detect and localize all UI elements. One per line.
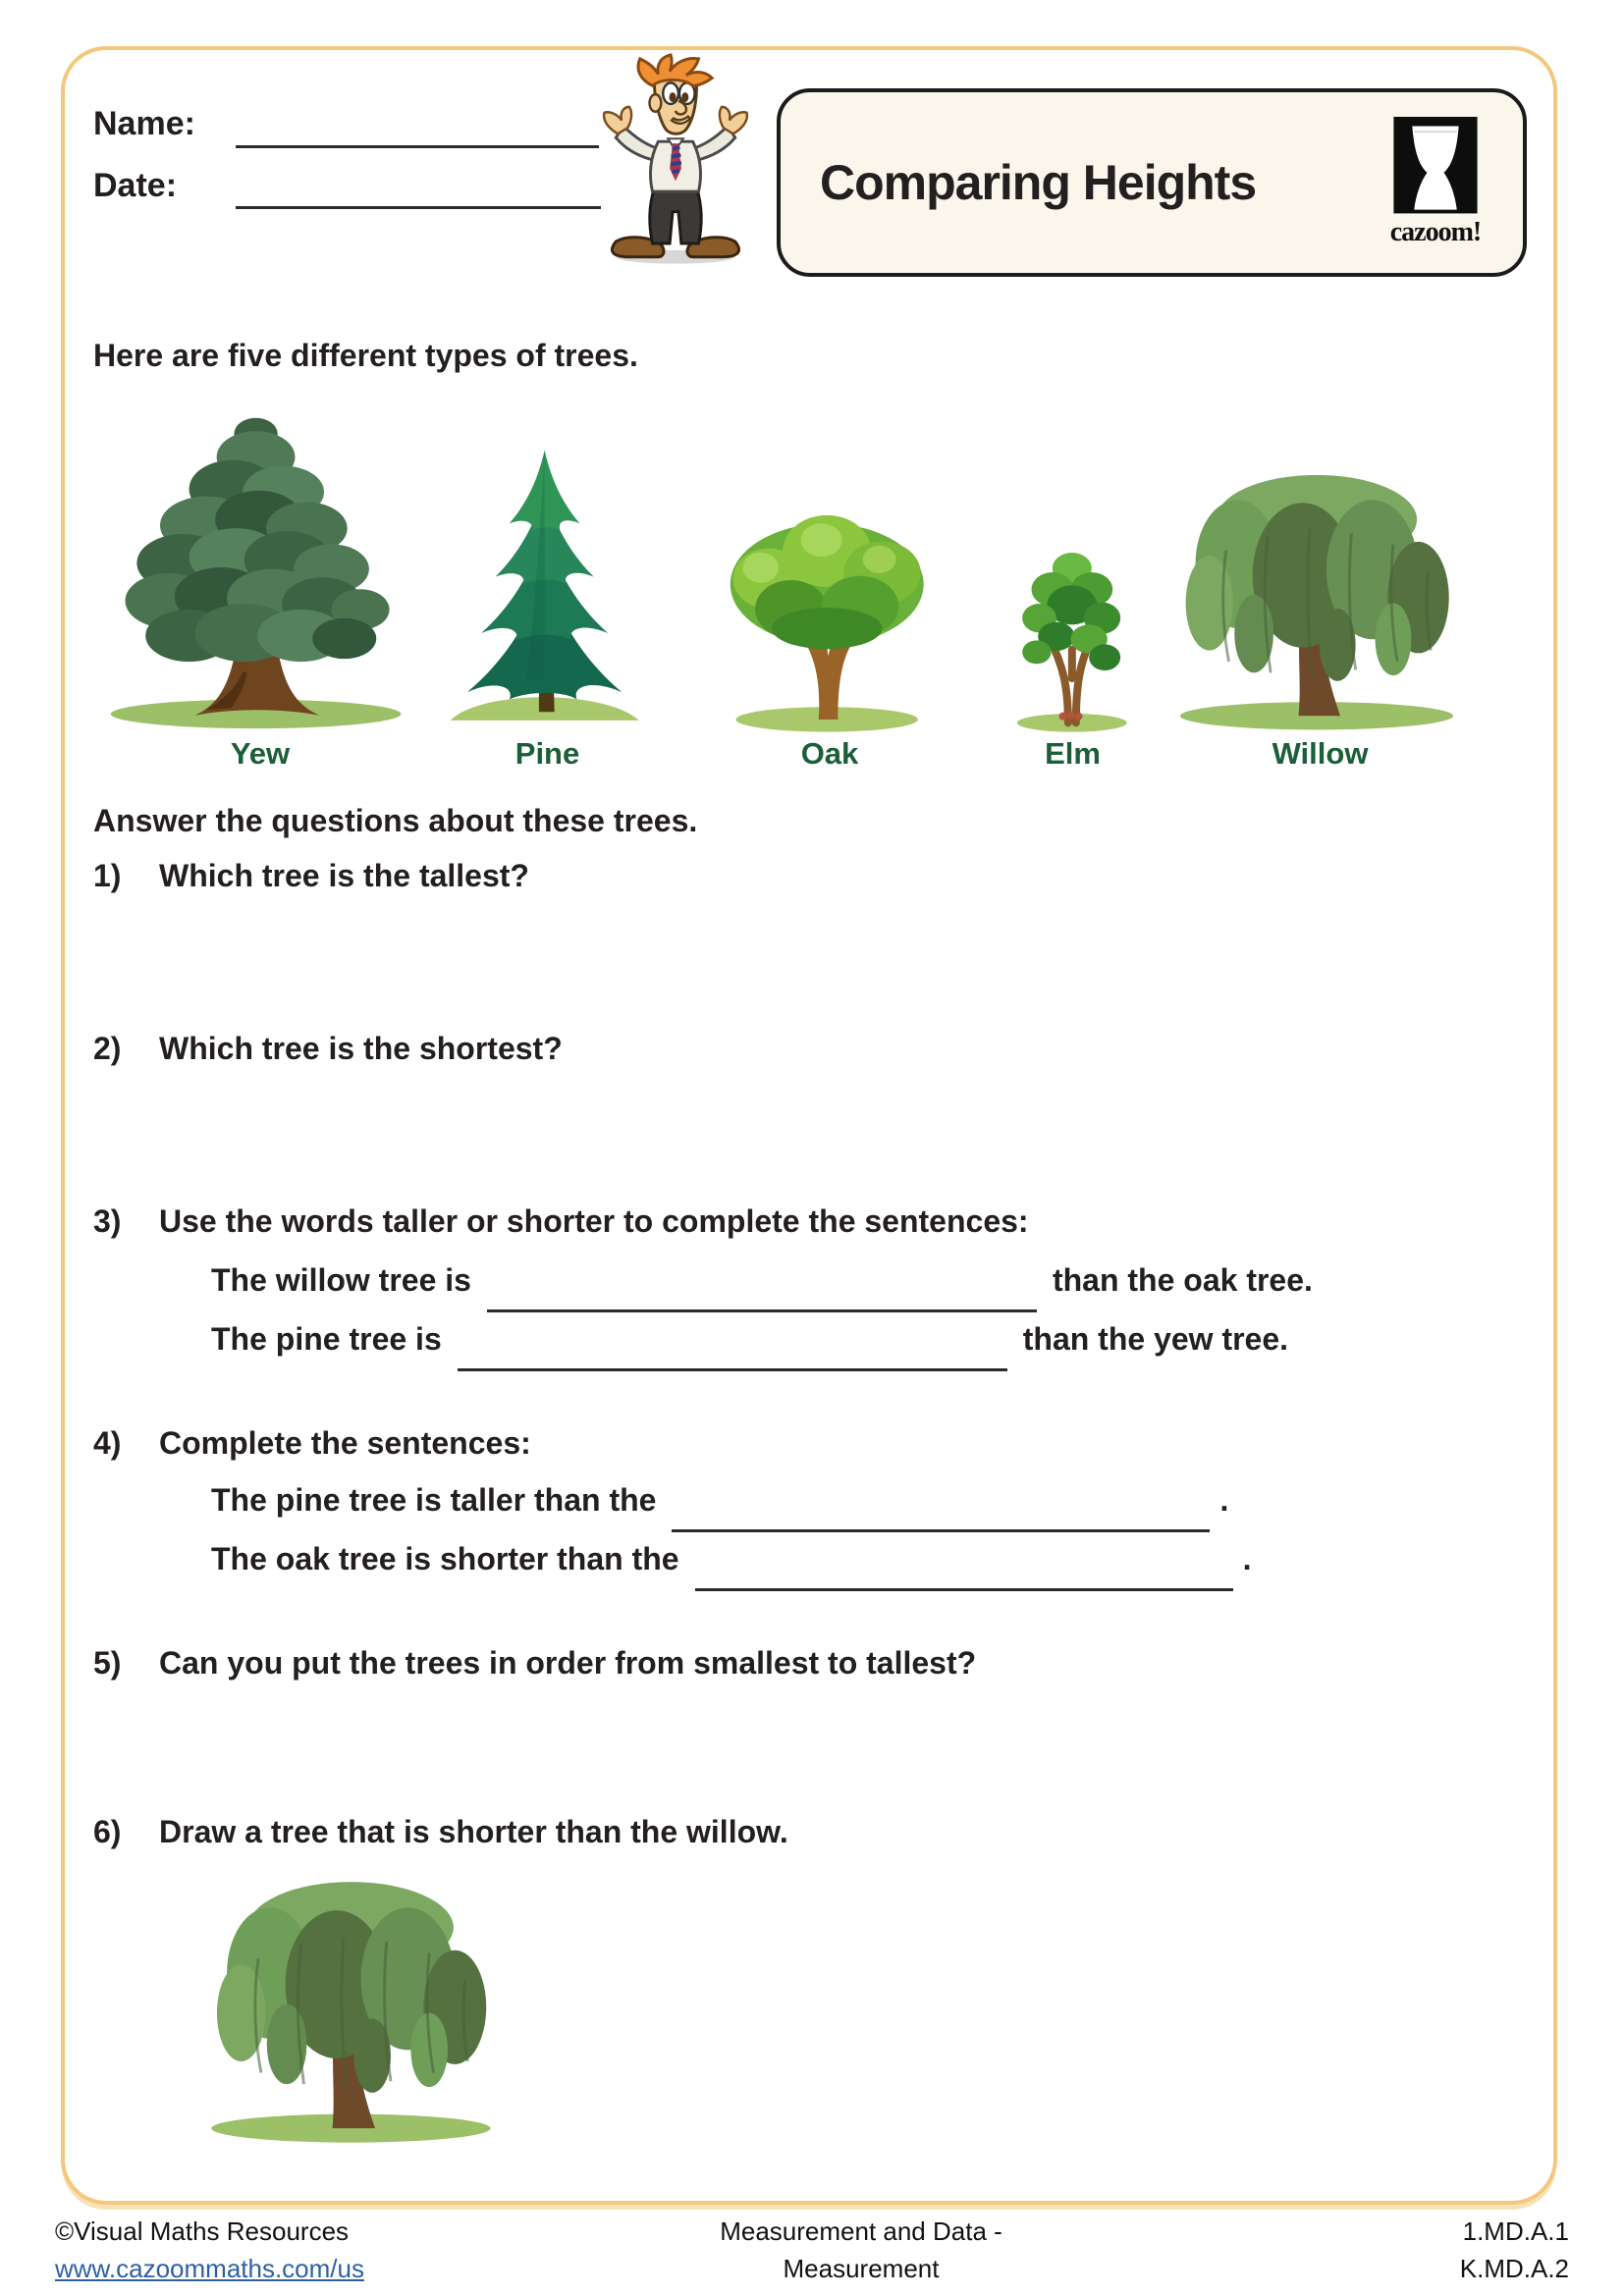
sentence-prefix: The pine tree is taller than the xyxy=(211,1482,657,1518)
answer-blank[interactable] xyxy=(487,1277,1037,1312)
footer-standard-1: 1.MD.A.1 xyxy=(1462,2216,1569,2246)
answer-heading: Answer the questions about these trees. xyxy=(93,803,698,838)
footer-website-link[interactable]: www.cazoommaths.com/us xyxy=(55,2254,364,2283)
question-4 xyxy=(93,1425,531,1462)
question-3 xyxy=(93,1203,1029,1240)
tree-label-yew: Yew xyxy=(230,736,291,771)
sentence-prefix: The pine tree is xyxy=(211,1321,442,1357)
question-3-sentence-2 xyxy=(211,1321,1288,1358)
question-6-number: 6) xyxy=(93,1814,122,1849)
question-6 xyxy=(93,1814,788,1850)
tree-label-elm: Elm xyxy=(1045,736,1101,771)
question-4-text: Complete the sentences: xyxy=(159,1425,531,1461)
question-5-number: 5) xyxy=(93,1645,122,1681)
willow-tree-icon xyxy=(201,1858,508,2145)
willow-reference-illustration xyxy=(201,1858,508,2145)
footer-topic-line1: Measurement and Data - xyxy=(720,2216,1002,2246)
cazoom-goblet-icon xyxy=(1393,117,1478,221)
name-label: Name: xyxy=(93,105,195,142)
question-1 xyxy=(93,858,529,894)
sentence-suffix: . xyxy=(1219,1482,1229,1518)
question-3-text: Use the words taller or shorter to complete the sentences: xyxy=(159,1203,1029,1239)
tree-label-oak: Oak xyxy=(800,736,859,771)
tree-label-pine: Pine xyxy=(514,736,580,771)
elm-tree-icon xyxy=(992,537,1154,733)
question-6-text: Draw a tree that is shorter than the willow. xyxy=(159,1814,788,1849)
question-4-sentence-1 xyxy=(211,1482,1228,1519)
question-3-sentence-1 xyxy=(211,1262,1313,1299)
question-2-number: 2) xyxy=(93,1031,122,1066)
title-box xyxy=(777,88,1527,277)
question-2-text: Which tree is the shortest? xyxy=(159,1031,563,1066)
question-5 xyxy=(93,1645,976,1682)
cazoom-logo xyxy=(1362,117,1509,248)
name-answer-line[interactable] xyxy=(236,145,599,148)
willow-tree-illustration xyxy=(1170,451,1470,733)
sentence-suffix: than the yew tree. xyxy=(1022,1321,1289,1357)
question-1-number: 1) xyxy=(93,858,122,893)
oak-tree-icon xyxy=(702,499,957,733)
sentence-prefix: The willow tree is xyxy=(211,1262,471,1298)
intro-heading: Here are five different types of trees. xyxy=(93,338,638,373)
page-title: Comparing Heights xyxy=(820,155,1257,210)
answer-blank[interactable] xyxy=(695,1556,1233,1591)
sentence-suffix: than the oak tree. xyxy=(1052,1262,1313,1298)
willow-tree-icon xyxy=(1170,451,1470,733)
pine-tree-illustration xyxy=(442,439,653,733)
footer-copyright: ©Visual Maths Resources xyxy=(55,2216,350,2246)
answer-blank[interactable] xyxy=(458,1336,1007,1371)
mascot-character-illustration xyxy=(579,53,772,267)
cazoom-logo-text: cazoom! xyxy=(1389,217,1482,247)
yew-tree-illustration xyxy=(93,407,427,733)
answer-blank[interactable] xyxy=(672,1497,1210,1532)
elm-tree-illustration xyxy=(992,537,1154,733)
question-2 xyxy=(93,1031,563,1067)
footer-standard-2: K.MD.A.2 xyxy=(1459,2254,1569,2283)
tree-label-willow: Willow xyxy=(1272,736,1369,771)
question-4-number: 4) xyxy=(93,1425,122,1461)
oak-tree-illustration xyxy=(702,499,957,733)
question-5-text: Can you put the trees in order from smallest to tallest? xyxy=(159,1645,977,1681)
question-3-number: 3) xyxy=(93,1203,122,1239)
footer-topic-line2: Measurement xyxy=(783,2254,940,2283)
yew-tree-icon xyxy=(93,407,427,733)
sentence-suffix: . xyxy=(1242,1541,1252,1576)
question-4-sentence-2 xyxy=(211,1541,1251,1577)
mascot-man-icon xyxy=(579,53,772,265)
date-label: Date: xyxy=(93,167,178,204)
pine-tree-icon xyxy=(442,439,653,733)
question-1-text: Which tree is the tallest? xyxy=(159,858,529,893)
sentence-prefix: The oak tree is shorter than the xyxy=(211,1541,679,1576)
date-answer-line[interactable] xyxy=(236,206,601,209)
